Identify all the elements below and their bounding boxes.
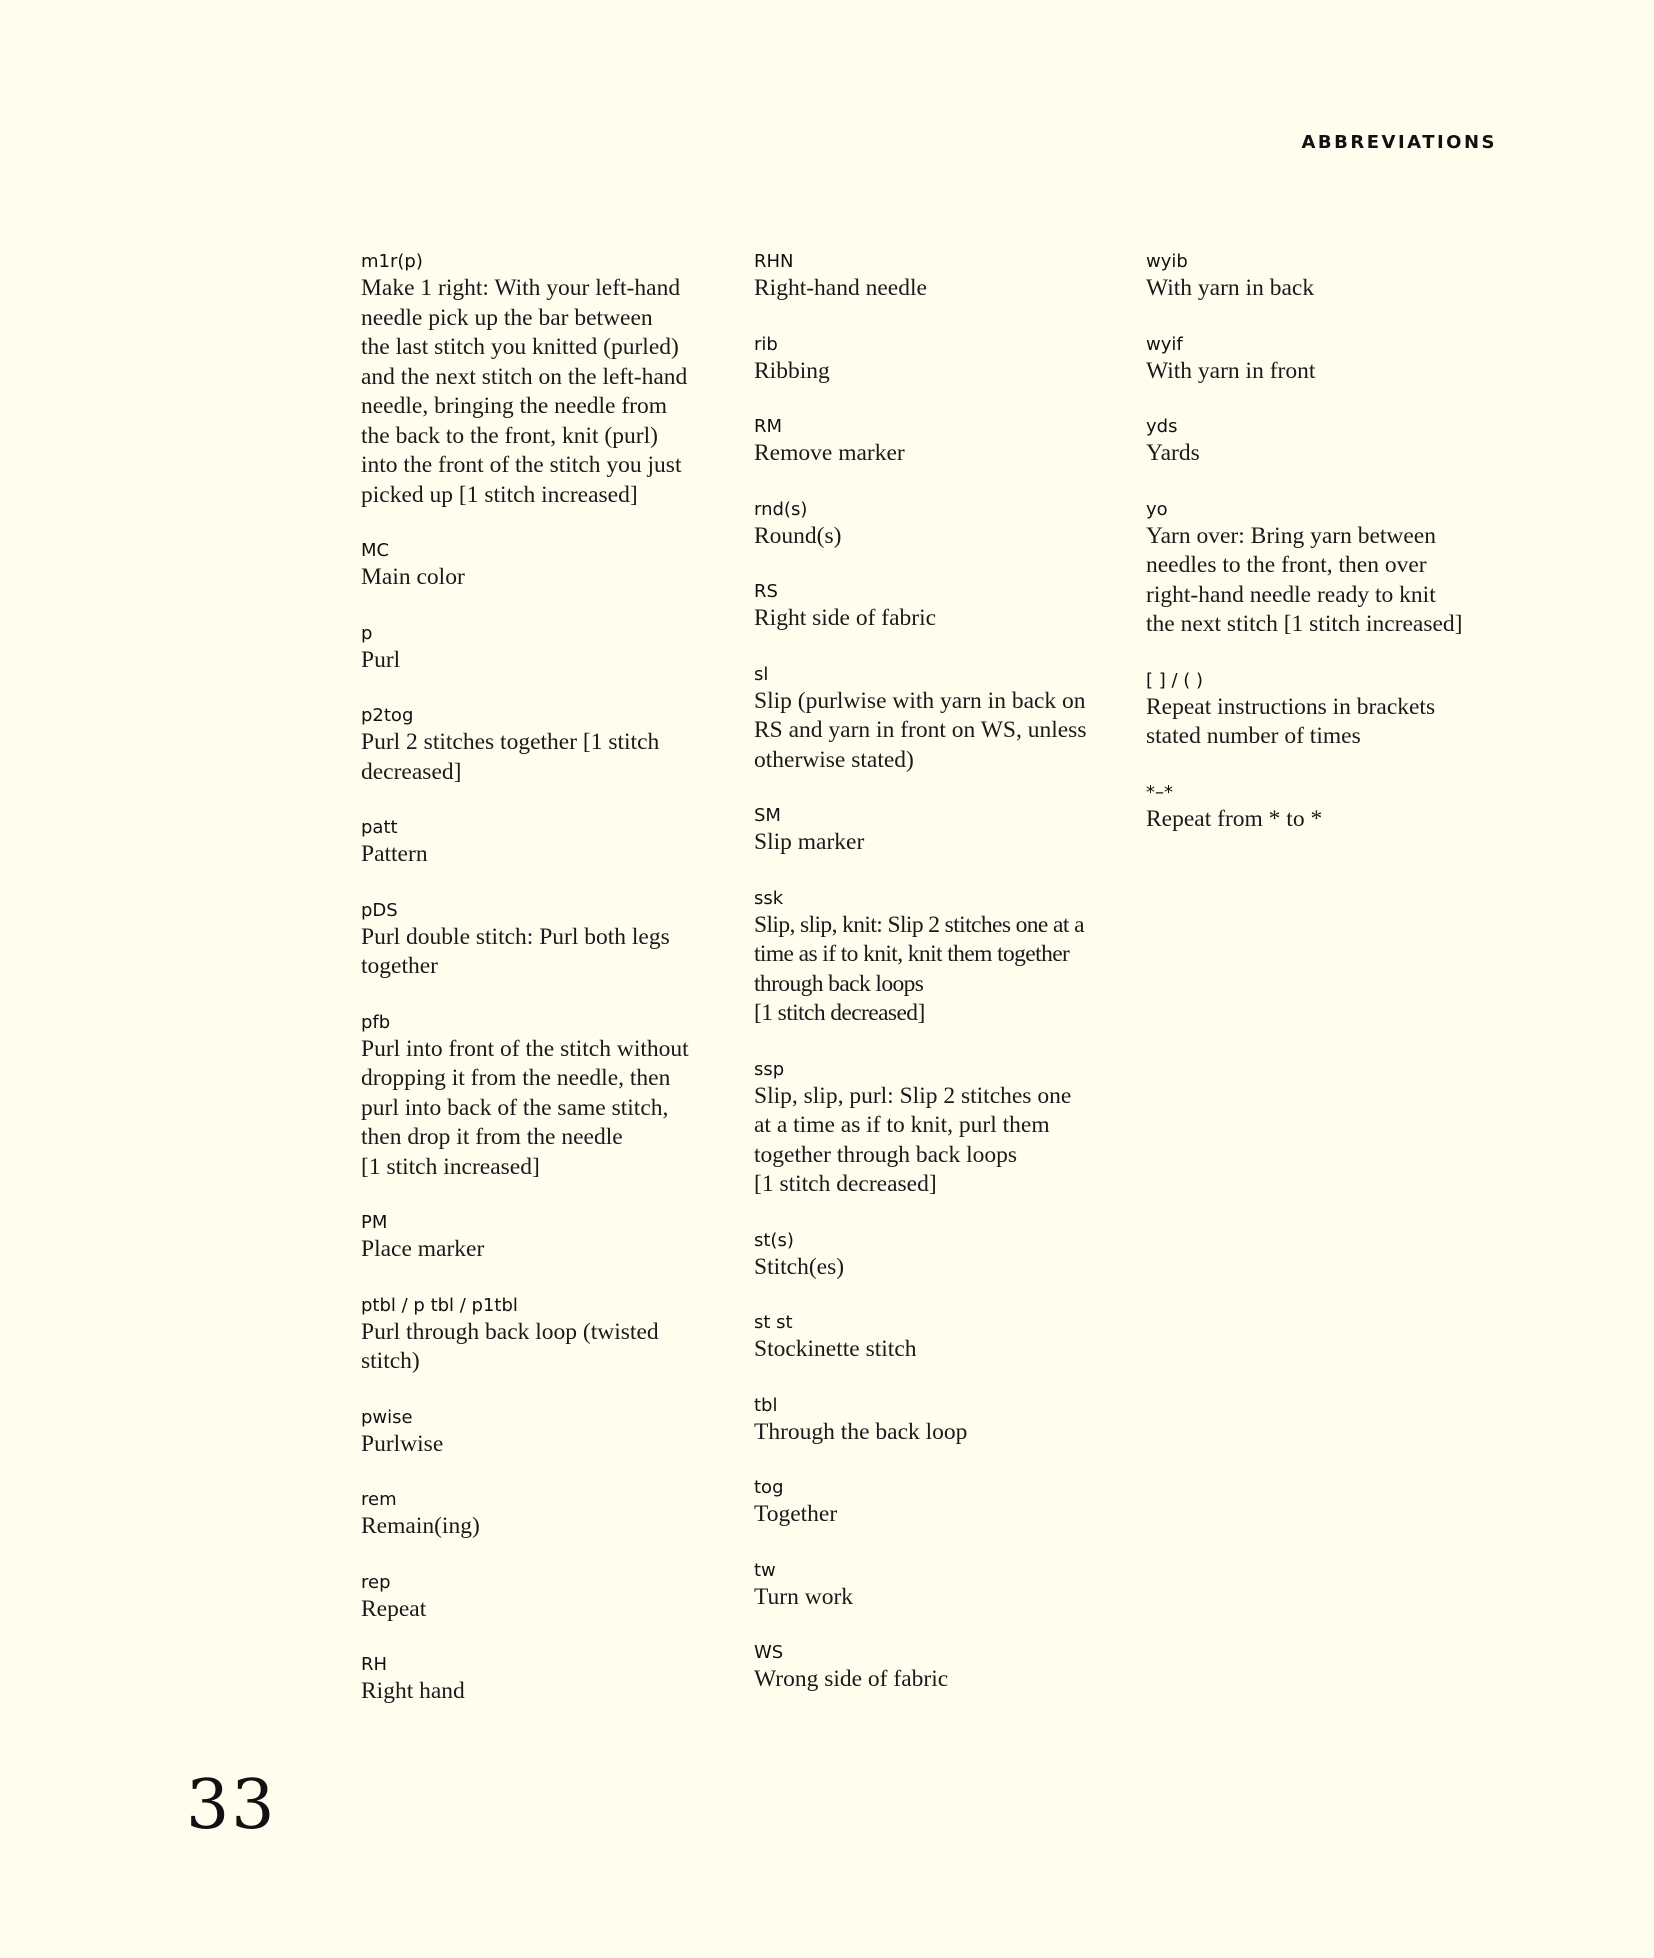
abbreviation-term: p2tog xyxy=(361,705,414,726)
abbreviation-definition xyxy=(1146,357,1511,387)
abbreviation-entry xyxy=(361,1571,726,1625)
abbreviation-entry xyxy=(754,1058,1119,1200)
abbreviation-term: WS xyxy=(754,1642,784,1663)
abbreviation-term: rem xyxy=(361,1489,397,1510)
abbreviation-entry xyxy=(754,887,1119,1029)
definition-line: Main color xyxy=(361,564,465,590)
abbreviation-term: [ ] / ( ) xyxy=(1146,669,1204,691)
definition-line: Make 1 right: With your left-hand xyxy=(361,275,681,301)
definition-line: With yarn in back xyxy=(1146,275,1315,301)
definition-line: With yarn in front xyxy=(1146,357,1316,384)
abbreviation-definition xyxy=(754,604,1119,634)
abbreviation-definition xyxy=(754,1253,1119,1283)
definition-line: and the next stitch on the left-hand xyxy=(361,363,688,390)
definition-line: Right side of fabric xyxy=(754,605,937,631)
abbreviation-definition xyxy=(754,1418,1119,1448)
abbreviation-definition xyxy=(1146,693,1511,752)
abbreviation-definition xyxy=(361,923,726,982)
definition-line: picked up [1 stitch increased] xyxy=(361,481,638,508)
abbreviation-term: wyib xyxy=(1146,251,1188,272)
abbreviation-definition xyxy=(1146,805,1511,835)
definition-line: stitch) xyxy=(361,1348,420,1374)
abbreviation-term: PM xyxy=(361,1212,388,1233)
definition-line: Yarn over: Bring yarn between xyxy=(1146,522,1436,549)
abbreviation-definition xyxy=(754,522,1119,552)
definition-line: Remove marker xyxy=(754,440,905,466)
definition-line: Together xyxy=(754,1501,838,1527)
abbreviation-definition xyxy=(361,563,726,593)
abbreviation-term: ssp xyxy=(754,1058,785,1080)
abbreviation-definition xyxy=(754,1335,1119,1365)
abbreviation-column-1 xyxy=(361,250,726,1736)
abbreviation-entry xyxy=(361,1294,726,1377)
definition-line: Remain(ing) xyxy=(361,1513,480,1539)
definition-line: Purl double stitch: Purl both legs xyxy=(361,923,670,950)
definition-line: stated number of times xyxy=(1146,723,1361,749)
abbreviation-term: RS xyxy=(754,581,778,602)
abbreviation-term: ptbl / p tbl / p1tbl xyxy=(361,1294,518,1316)
definition-line: needles to the front, then over xyxy=(1146,552,1427,578)
definition-line: Turn work xyxy=(754,1583,854,1610)
abbreviation-definition xyxy=(361,1595,726,1625)
definition-line: the back to the front, knit (purl) xyxy=(361,422,658,449)
definition-line: Wrong side of fabric xyxy=(754,1666,949,1692)
abbreviation-definition xyxy=(754,911,1119,1029)
abbreviation-entry xyxy=(754,250,1119,304)
abbreviation-definition xyxy=(1146,439,1511,469)
abbreviation-definition xyxy=(361,840,726,870)
abbreviation-entry xyxy=(361,1488,726,1542)
abbreviation-entry xyxy=(754,663,1119,776)
abbreviation-term: RH xyxy=(361,1654,388,1675)
definition-line: [1 stitch increased] xyxy=(361,1153,540,1180)
abbreviation-entry xyxy=(754,415,1119,469)
abbreviation-term: p xyxy=(361,622,373,644)
abbreviation-entry xyxy=(754,1559,1119,1613)
abbreviation-term: wyif xyxy=(1146,333,1183,355)
abbreviation-column-2 xyxy=(754,250,1119,1724)
abbreviation-definition xyxy=(361,646,726,676)
abbreviation-definition xyxy=(361,1430,726,1460)
abbreviation-term: patt xyxy=(361,817,398,838)
abbreviation-term: SM xyxy=(754,805,781,826)
abbreviation-definition xyxy=(361,274,726,510)
abbreviation-term: m1r(p) xyxy=(361,251,423,272)
abbreviation-definition xyxy=(754,1082,1119,1200)
definition-line: the last stitch you knitted (purled) xyxy=(361,334,679,360)
definition-line: Slip marker xyxy=(754,829,865,855)
abbreviation-term: rnd(s) xyxy=(754,498,808,520)
definition-line: Slip (purlwise with yarn in back on xyxy=(754,687,1086,714)
definition-line: purl into back of the same stitch, xyxy=(361,1094,669,1121)
abbreviation-term: tw xyxy=(754,1559,776,1581)
abbreviation-entry xyxy=(1146,333,1511,387)
abbreviation-definition xyxy=(361,1677,726,1707)
abbreviation-entry xyxy=(361,1653,726,1707)
definition-line: Repeat instructions in brackets xyxy=(1146,693,1436,720)
abbreviation-definition xyxy=(754,1583,1119,1613)
abbreviation-entry xyxy=(361,1211,726,1265)
abbreviation-term: RHN xyxy=(754,251,794,272)
definition-line: decreased] xyxy=(361,758,462,785)
definition-line: Stitch(es) xyxy=(754,1253,845,1280)
definition-line: together through back loops xyxy=(754,1141,1018,1168)
abbreviation-term: pfb xyxy=(361,1011,391,1033)
abbreviation-entry xyxy=(754,804,1119,858)
abbreviation-definition xyxy=(754,439,1119,469)
abbreviation-entry xyxy=(361,250,726,510)
definition-line: together xyxy=(361,953,438,979)
abbreviation-entry xyxy=(754,333,1119,387)
abbreviation-definition xyxy=(1146,274,1511,304)
definition-line: Yards xyxy=(1146,440,1200,466)
abbreviation-term: tog xyxy=(754,1477,784,1498)
abbreviation-definition xyxy=(754,274,1119,304)
abbreviation-entry xyxy=(1146,781,1511,835)
abbreviation-entry xyxy=(754,1311,1119,1365)
section-title: ABBREVIATIONS xyxy=(1301,132,1497,153)
abbreviation-term: pwise xyxy=(361,1406,413,1428)
abbreviation-term: rib xyxy=(754,333,778,355)
definition-line: otherwise stated) xyxy=(754,746,914,773)
abbreviation-entry xyxy=(754,1476,1119,1530)
abbreviation-entry xyxy=(361,539,726,593)
abbreviation-definition xyxy=(754,357,1119,387)
abbreviation-entry xyxy=(754,498,1119,552)
definition-line: Purl xyxy=(361,646,401,673)
definition-line: through back loops xyxy=(754,970,924,997)
abbreviation-term: st st xyxy=(754,1312,793,1333)
abbreviation-definition xyxy=(754,687,1119,776)
definition-line: Round(s) xyxy=(754,522,842,549)
abbreviation-entry xyxy=(1146,669,1511,752)
definition-line: [1 stitch decreased] xyxy=(754,1000,925,1026)
definition-line: dropping it from the needle, then xyxy=(361,1065,671,1091)
definition-line: RS and yarn in front on WS, unless xyxy=(754,717,1087,743)
abbreviation-entry xyxy=(1146,415,1511,469)
definition-line: [1 stitch decreased] xyxy=(754,1171,937,1197)
abbreviation-entry xyxy=(754,1229,1119,1283)
abbreviation-column-3 xyxy=(1146,250,1511,863)
definition-line: into the front of the stitch you just xyxy=(361,452,682,478)
abbreviation-entry xyxy=(1146,498,1511,640)
abbreviation-entry xyxy=(361,622,726,676)
definition-line: Right hand xyxy=(361,1678,465,1704)
abbreviation-term: tbl xyxy=(754,1394,778,1416)
definition-line: Purl into front of the stitch without xyxy=(361,1035,689,1062)
abbreviation-entry xyxy=(754,1641,1119,1695)
abbreviation-entry xyxy=(361,1011,726,1183)
abbreviation-definition xyxy=(754,1665,1119,1695)
abbreviation-entry xyxy=(754,1394,1119,1448)
definition-line: then drop it from the needle xyxy=(361,1124,623,1150)
abbreviation-term: RM xyxy=(754,416,783,437)
definition-line: at a time as if to knit, purl them xyxy=(754,1112,1050,1138)
definition-line: Repeat from * to * xyxy=(1146,805,1323,832)
definition-line: needle, bringing the needle from xyxy=(361,393,668,419)
definition-line: Ribbing xyxy=(754,357,830,384)
abbreviation-entry xyxy=(361,816,726,870)
page-number: 33 xyxy=(186,1766,277,1845)
abbreviation-term: ssk xyxy=(754,887,784,909)
abbreviation-definition xyxy=(361,1318,726,1377)
definition-line: Place marker xyxy=(361,1236,485,1262)
definition-line: Pattern xyxy=(361,841,428,867)
abbreviation-term: yo xyxy=(1146,498,1168,520)
definition-line: Purl 2 stitches together [1 stitch xyxy=(361,729,660,755)
abbreviation-term: st(s) xyxy=(754,1229,794,1251)
definition-line: time as if to knit, knit them together xyxy=(754,941,1070,967)
abbreviation-entry xyxy=(361,899,726,982)
abbreviation-term: pDS xyxy=(361,899,398,921)
definition-line: right-hand needle ready to knit xyxy=(1146,581,1436,608)
abbreviation-definition xyxy=(754,828,1119,858)
abbreviation-entry xyxy=(361,1406,726,1460)
abbreviation-entry xyxy=(754,580,1119,634)
abbreviation-definition xyxy=(754,1500,1119,1530)
definition-line: Slip, slip, knit: Slip 2 stitches one at a xyxy=(754,911,1084,938)
definition-line: the next stitch [1 stitch increased] xyxy=(1146,611,1463,637)
abbreviation-term: sl xyxy=(754,663,769,685)
abbreviation-definition xyxy=(1146,522,1511,640)
definition-line: Slip, slip, purl: Slip 2 stitches one xyxy=(754,1082,1072,1109)
abbreviation-term: *–* xyxy=(1146,781,1173,803)
abbreviation-term: rep xyxy=(361,1571,391,1593)
abbreviation-definition xyxy=(361,728,726,787)
definition-line: needle pick up the bar between xyxy=(361,304,653,331)
abbreviation-entry xyxy=(1146,250,1511,304)
abbreviation-definition xyxy=(361,1035,726,1183)
definition-line: Right-hand needle xyxy=(754,275,927,301)
abbreviation-term: MC xyxy=(361,540,390,561)
definition-line: Purl through back loop (twisted xyxy=(361,1318,659,1345)
abbreviation-definition xyxy=(361,1235,726,1265)
definition-line: Through the back loop xyxy=(754,1418,968,1445)
definition-line: Purlwise xyxy=(361,1430,444,1457)
abbreviation-definition xyxy=(361,1512,726,1542)
definition-line: Repeat xyxy=(361,1595,427,1622)
abbreviation-entry xyxy=(361,704,726,787)
definition-line: Stockinette stitch xyxy=(754,1336,917,1362)
abbreviation-term: yds xyxy=(1146,416,1178,437)
